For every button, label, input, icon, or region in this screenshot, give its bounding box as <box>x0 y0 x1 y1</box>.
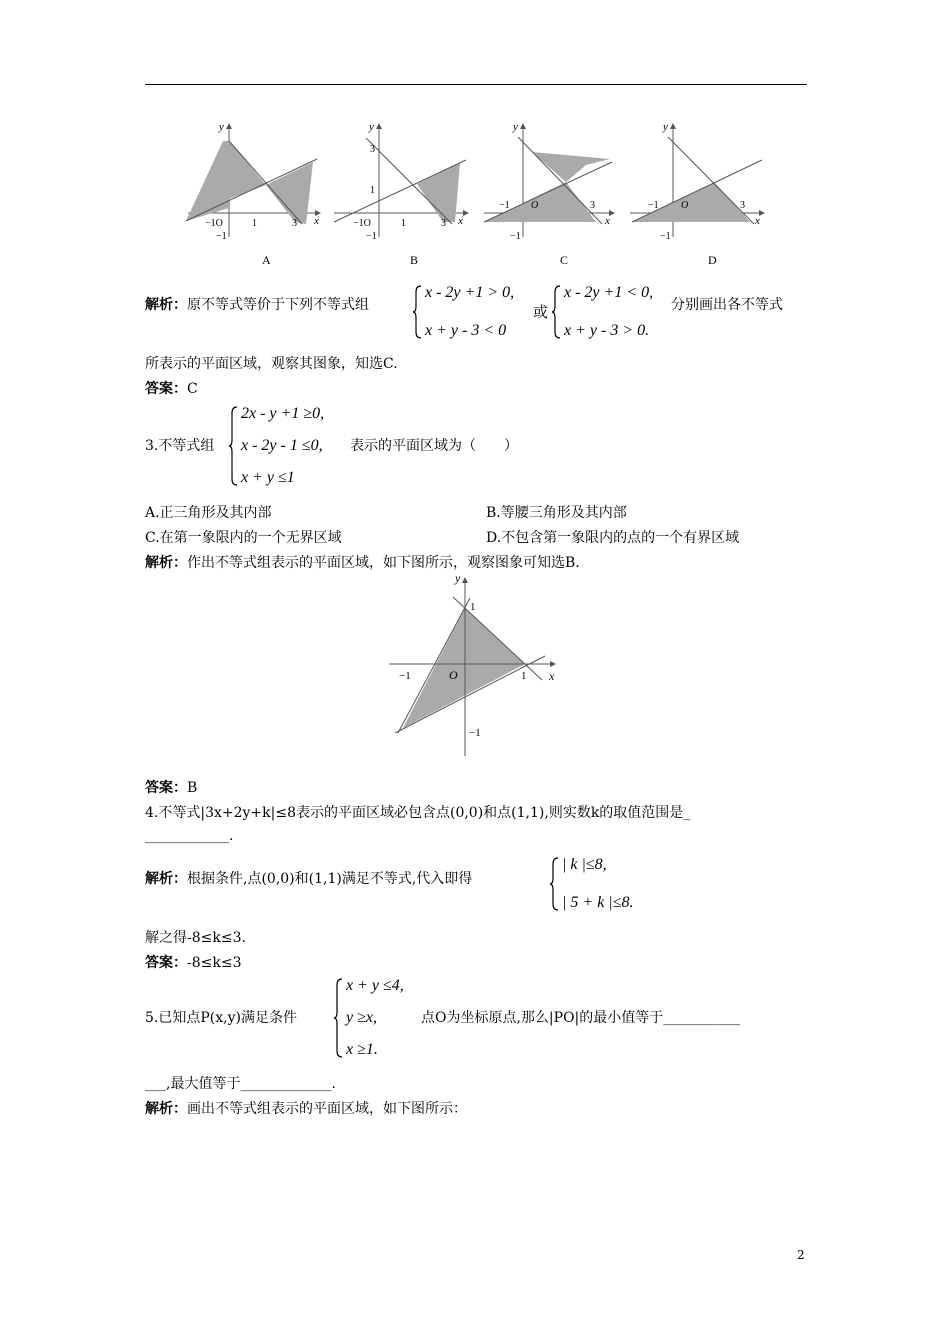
answer-value: -8≤k≤3 <box>187 955 242 971</box>
analysis-label: 解析： <box>145 297 187 313</box>
svg-text:x: x <box>314 215 319 227</box>
q3-system: 2x - y +1 ≥0, x - 2y - 1 ≤0, x + y ≤1 <box>228 405 324 487</box>
inequality-system-2: x - 2y +1 < 0, x + y - 3 > 0. <box>551 284 653 340</box>
q3-prefix: 3.不等式组 <box>145 438 215 454</box>
q5-suffix: 点O为坐标原点,那么|PO|的最小值等于___________ <box>421 1010 741 1026</box>
q3-suffix: 表示的平面区域为（ ） <box>350 438 518 454</box>
svg-text:3: 3 <box>370 144 375 155</box>
analysis-label: 解析： <box>145 871 187 887</box>
q3-figure <box>385 568 565 758</box>
q3-option-a: A.正三角形及其内部 <box>145 505 272 521</box>
graph-b <box>334 121 468 267</box>
svg-text:B: B <box>410 253 419 267</box>
svg-text:−1O: −1O <box>353 218 371 229</box>
q4-text: 4.不等式|3x+2y+k|≤8表示的平面区域必包含点(0,0)和点(1,1),则实数k的取值范围是_ <box>145 805 691 821</box>
q4-system: | k |≤8, | 5 + k |≤8. <box>549 856 633 912</box>
or-text: 或 <box>533 303 549 321</box>
svg-text:A: A <box>262 253 271 267</box>
svg-text:−1: −1 <box>660 231 671 242</box>
svg-text:−1: −1 <box>366 231 377 242</box>
q3-option-c: C.在第一象限内的一个无界区域 <box>145 530 342 546</box>
q5-system: x + y ≤4, y ≥x, x ≥1. <box>333 977 404 1059</box>
q4-blank: ____________. <box>145 828 234 844</box>
svg-text:y: y <box>513 121 518 133</box>
analysis-text-line2: 所表示的平面区域，观察其图象，知选C. <box>145 356 398 372</box>
analysis-label: 解析： <box>145 1101 187 1117</box>
svg-text:y: y <box>369 121 374 133</box>
svg-text:x: x <box>458 215 463 227</box>
analysis-text: 原不等式等价于下列不等式组 <box>187 297 369 313</box>
answer-value: C <box>187 381 198 397</box>
graph-d <box>630 121 764 267</box>
header-rule <box>145 84 807 85</box>
inequality-system-1: x - 2y +1 > 0, x + y - 3 < 0 <box>412 284 514 340</box>
svg-text:y: y <box>219 121 224 133</box>
svg-text:−1: −1 <box>510 231 521 242</box>
svg-text:y: y <box>663 121 668 133</box>
q5-line2: ___,最大值等于_____________. <box>145 1076 336 1092</box>
svg-text:1: 1 <box>252 218 257 229</box>
svg-text:−1: −1 <box>648 200 659 211</box>
answer-value: B <box>187 780 198 796</box>
answer-label: 答案： <box>145 381 187 397</box>
analysis-text-cont: 分别画出各不等式 <box>671 297 783 313</box>
svg-text:x: x <box>549 669 555 683</box>
svg-text:1: 1 <box>370 185 375 196</box>
svg-text:x: x <box>605 215 610 227</box>
q5-prefix: 5.已知点P(x,y)满足条件 <box>145 1010 297 1026</box>
svg-text:1: 1 <box>521 670 527 682</box>
svg-text:O: O <box>449 668 458 682</box>
svg-text:D: D <box>708 253 717 267</box>
svg-text:−1O: −1O <box>205 218 223 229</box>
analysis-text: 作出不等式组表示的平面区域，如下图所示，观察图象可知选B. <box>187 555 580 571</box>
svg-text:−1: −1 <box>216 231 227 242</box>
graph-c <box>484 121 614 267</box>
q4-solution: 解之得-8≤k≤3. <box>145 930 246 946</box>
svg-text:1: 1 <box>401 218 406 229</box>
options-figure <box>178 112 778 272</box>
graph-a <box>186 121 320 267</box>
analysis-label: 解析： <box>145 555 187 571</box>
answer-label: 答案： <box>145 955 187 971</box>
svg-text:3: 3 <box>590 200 595 211</box>
page-number: 2 <box>797 1248 805 1262</box>
svg-text:x: x <box>755 215 760 227</box>
svg-text:3: 3 <box>441 218 446 229</box>
svg-text:C: C <box>560 253 569 267</box>
svg-text:O: O <box>531 200 539 211</box>
svg-text:y: y <box>455 571 461 585</box>
analysis-text: 画出不等式组表示的平面区域，如下图所示： <box>187 1101 467 1117</box>
answer-label: 答案： <box>145 780 187 796</box>
q3-option-d: D.不包含第一象限内的点的一个有界区域 <box>486 530 740 546</box>
svg-text:−1: −1 <box>399 670 411 682</box>
q3-option-b: B.等腰三角形及其内部 <box>486 505 627 521</box>
svg-text:3: 3 <box>740 200 745 211</box>
svg-text:3: 3 <box>292 218 297 229</box>
svg-text:1: 1 <box>470 601 476 613</box>
svg-text:−1: −1 <box>499 200 510 211</box>
svg-text:−1: −1 <box>469 727 481 739</box>
analysis-text: 根据条件,点(0,0)和(1,1)满足不等式,代入即得 <box>187 871 473 887</box>
svg-text:O: O <box>681 200 689 211</box>
